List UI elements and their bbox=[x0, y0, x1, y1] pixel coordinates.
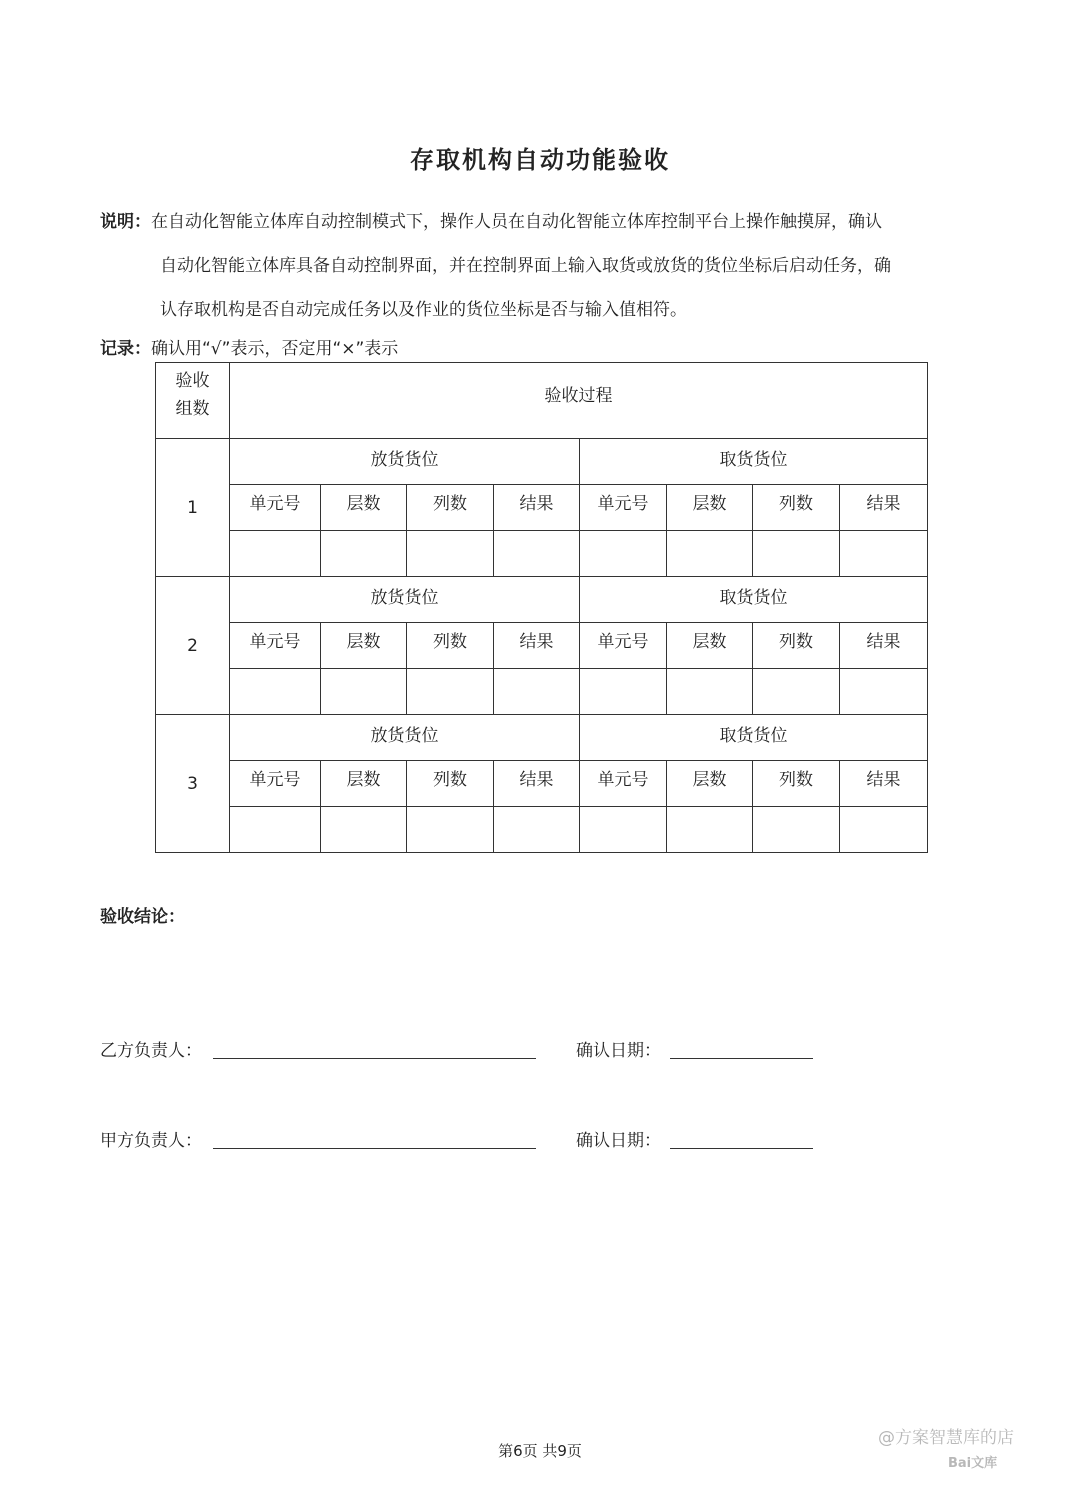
baidu-wenku-logo: Bai文库 bbox=[948, 1456, 998, 1471]
record-label: 记录： bbox=[100, 339, 151, 359]
pick-location-header: 取货货位 bbox=[580, 715, 928, 761]
party-b-date-line[interactable] bbox=[670, 1058, 813, 1059]
entry-cell[interactable] bbox=[230, 531, 321, 577]
entry-cell[interactable] bbox=[580, 531, 667, 577]
entry-cell[interactable] bbox=[667, 807, 753, 853]
description-label: 说明： bbox=[100, 212, 151, 232]
entry-cell[interactable] bbox=[321, 669, 407, 715]
column-header: 单元号 bbox=[230, 485, 321, 531]
document-title: 存取机构自动功能验收 bbox=[410, 145, 670, 174]
column-header: 列数 bbox=[407, 485, 494, 531]
shop-watermark: @方案智慧库的店 bbox=[878, 1428, 1014, 1448]
entry-cell[interactable] bbox=[230, 807, 321, 853]
column-header: 列数 bbox=[753, 761, 840, 807]
party-b-date-label: 确认日期： bbox=[576, 1041, 661, 1061]
page-number: 第6页 共9页 bbox=[498, 1442, 582, 1460]
entry-cell[interactable] bbox=[407, 531, 494, 577]
place-location-header: 放货货位 bbox=[230, 715, 580, 761]
conclusion-label: 验收结论： bbox=[100, 907, 185, 927]
party-b-signature-line[interactable] bbox=[213, 1058, 536, 1059]
pick-location-header: 取货货位 bbox=[580, 577, 928, 623]
entry-cell[interactable] bbox=[753, 531, 840, 577]
entry-cell[interactable] bbox=[840, 531, 928, 577]
party-b-label: 乙方负责人： bbox=[100, 1041, 202, 1061]
process-header: 验收过程 bbox=[230, 363, 928, 439]
group-number-1: 1 bbox=[156, 439, 230, 577]
column-header: 列数 bbox=[407, 761, 494, 807]
column-header: 结果 bbox=[840, 623, 928, 669]
column-header: 层数 bbox=[667, 485, 753, 531]
column-header: 结果 bbox=[494, 623, 580, 669]
column-header: 单元号 bbox=[230, 761, 321, 807]
column-header: 层数 bbox=[321, 485, 407, 531]
entry-cell[interactable] bbox=[667, 531, 753, 577]
entry-cell[interactable] bbox=[580, 807, 667, 853]
group-number-2: 2 bbox=[156, 577, 230, 715]
column-header: 列数 bbox=[753, 485, 840, 531]
group-number-3: 3 bbox=[156, 715, 230, 853]
description-line-3: 认存取机构是否自动完成任务以及作业的货位坐标是否与输入值相符。 bbox=[160, 300, 687, 320]
entry-cell[interactable] bbox=[753, 807, 840, 853]
entry-cell[interactable] bbox=[580, 669, 667, 715]
column-header: 单元号 bbox=[580, 623, 667, 669]
entry-cell[interactable] bbox=[407, 807, 494, 853]
place-location-header: 放货货位 bbox=[230, 439, 580, 485]
description bbox=[100, 200, 990, 332]
place-location-header: 放货货位 bbox=[230, 577, 580, 623]
column-header: 单元号 bbox=[580, 485, 667, 531]
column-header: 结果 bbox=[840, 761, 928, 807]
party-a-date-line[interactable] bbox=[670, 1148, 813, 1149]
entry-cell[interactable] bbox=[321, 531, 407, 577]
pick-location-header: 取货货位 bbox=[580, 439, 928, 485]
column-header: 层数 bbox=[321, 761, 407, 807]
entry-cell[interactable] bbox=[494, 807, 580, 853]
column-header: 单元号 bbox=[230, 623, 321, 669]
entry-cell[interactable] bbox=[840, 807, 928, 853]
party-a-date-label: 确认日期： bbox=[576, 1131, 661, 1151]
description-line-1: 在自动化智能立体库自动控制模式下，操作人员在自动化智能立体库控制平台上操作触摸屏，确认 bbox=[151, 212, 882, 232]
record-text: 确认用“√”表示，否定用“×”表示 bbox=[151, 339, 399, 359]
group-count-header: 验收 组数 bbox=[156, 363, 230, 439]
record-note bbox=[100, 334, 398, 359]
entry-cell[interactable] bbox=[407, 669, 494, 715]
entry-cell[interactable] bbox=[494, 531, 580, 577]
column-header: 层数 bbox=[321, 623, 407, 669]
party-a-label: 甲方负责人： bbox=[100, 1131, 202, 1151]
column-header: 列数 bbox=[407, 623, 494, 669]
column-header: 列数 bbox=[753, 623, 840, 669]
entry-cell[interactable] bbox=[840, 669, 928, 715]
entry-cell[interactable] bbox=[753, 669, 840, 715]
entry-cell[interactable] bbox=[667, 669, 753, 715]
entry-cell[interactable] bbox=[494, 669, 580, 715]
party-a-signature-line[interactable] bbox=[213, 1148, 536, 1149]
column-header: 单元号 bbox=[580, 761, 667, 807]
entry-cell[interactable] bbox=[230, 669, 321, 715]
entry-cell[interactable] bbox=[321, 807, 407, 853]
column-header: 结果 bbox=[494, 485, 580, 531]
column-header: 层数 bbox=[667, 623, 753, 669]
column-header: 层数 bbox=[667, 761, 753, 807]
column-header: 结果 bbox=[840, 485, 928, 531]
column-header: 结果 bbox=[494, 761, 580, 807]
description-line-2: 自动化智能立体库具备自动控制界面，并在控制界面上输入取货或放货的货位坐标后启动任务，确 bbox=[160, 256, 891, 276]
acceptance-table bbox=[155, 362, 928, 853]
